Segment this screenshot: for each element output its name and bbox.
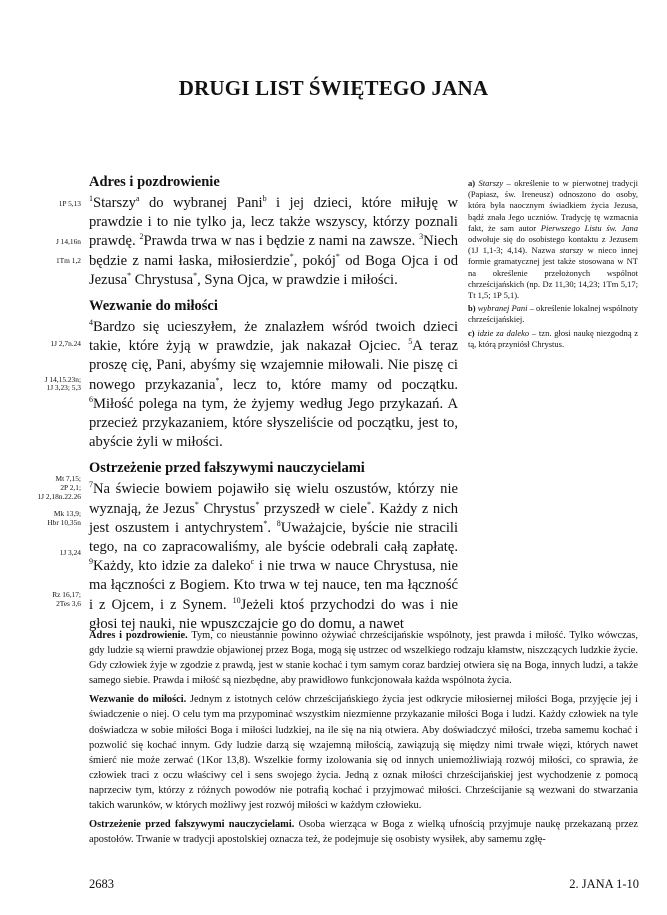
verse-number: 8: [276, 518, 281, 528]
commentary-paragraph: Adres i pozdrowienie. Tym, co nieustannie powinno ożywiać chrześcijańskie wspólnoty, jest prawda i miłość. Tylko wówczas, gdy ludzie są wierni prawdzie objawionej przez Boga, mogą się ustrzec od wszelkiego rodzaju kłamstw, niszczących ludzkie życie. Gdy człowiek żyje w zgodzie z prawdą, jest w stanie kochać i tym samym coraz bardziej otwiera się na Boga, innych ludzi, a także samego siebie. Prawda i miłość są niezbędne, aby prawidłowo funkcjonowała każda wspólnota życia.: [89, 630, 638, 687]
glossary-marker: *: [193, 270, 198, 280]
paragraph-ostrzezenie: $^7$Na świecie bowiem pojawiło się wielu oszustów, którzy nie wyznają, że Jezus* Chrystus* przyszedł w ciele*. Każdy z nich jest oszustem i antychrystem*. $^8$Uważajcie, byście nie stracili tego, na co zapracowaliśmy, ale byście odebrali całą zapłatę. $^9$Każdy, kto idzie za daleko$^c$ i nie trwa w nauce Chrystusa, nie ma łączności z Bogiem. Kto trwa w tej nauce, ten ma łączność i z Ojcem, i z Synem. $^{10}$Jeżeli ktoś przychodzi do was i nie głosi tej nauki, nie wpuszczajcie go do domu, a nawet: [89, 480, 459, 632]
margin-ref: 1J 3,23; 5,3: [46, 383, 81, 392]
paragraph-adres: $^1$Starszy$^a$ do wybranej Pani$^b$ i jej dzieci, które miłuję w prawdzie i to nie tylko ja, lecz także wszyscy, którzy poznali prawdę. $^2$Prawda trwa w nas i będzie z nami na zawsze. $^3$Niech będzie z nami łaska, miłosierdzie*, pokój* od Boga Ojca i od Jezusa* Chrystusa*, Syna Ojca, w prawdzie i miłości.: [89, 194, 458, 288]
margin-ref: Mt 7,15;: [55, 474, 81, 483]
margin-ref: 1J 3,24: [59, 548, 81, 557]
note-a: a) Starszy – określenie to w pierwotnej tradycji (Papiasz, św. Ireneusz) odnoszono do osoby, która była naocznym świadkiem życia Jezusa, bądź znała Jego uczniów. Tradycję tę wzmacnia fakt, że sam autor Pierwszego Listu św. Jana odwołuje się do osobistego kontaktu z Jezusem (1J 1,1-3; 4,14). Nazwa starszy w nieco innej formie gramatycznej jest także stosowana w NT na określenie przełożonych wspólnot chrześcijańskich (np. Dz 11,30; 14,23; 1Tm 5,17; Tt 1,5; 1P 5,1).: [468, 178, 639, 301]
margin-ref: J 14,15.23n;: [44, 375, 81, 384]
running-head: 2. JANA 1-10: [569, 877, 639, 891]
glossary-marker: *: [289, 251, 294, 261]
footnote-marker[interactable]: a: [135, 194, 140, 204]
page-number: 2683: [89, 877, 114, 891]
verse-number: 9: [89, 557, 93, 567]
margin-ref: Mk 13,9;: [53, 509, 81, 518]
page-title: DRUGI LIST ŚWIĘTEGO JANA: [178, 76, 489, 100]
margin-ref: 1J 2,18n.22.26: [37, 492, 81, 501]
glossary-marker: *: [367, 499, 372, 509]
verse-number: 10: [232, 595, 241, 605]
glossary-marker: *: [215, 375, 220, 385]
paragraph-wezwanie: $^4$Bardzo się ucieszyłem, że znalazłem wśród twoich dzieci takie, które żyją w prawdzie, jak nakazał Ojciec. $^5$A teraz proszę cię, Pani, abyśmy się wzajemnie miłowali. Nie piszę ci nowego przykazania*, lecz to, które mamy od początku. $^6$Miłość polega na tym, że żyjemy według Jego przykazań. A przecież przykazaniem, które słyszeliście od początku, jest to, abyście żyli w miłości.: [89, 318, 459, 451]
glossary-marker: *: [127, 270, 132, 280]
glossary-marker: *: [335, 251, 340, 261]
verse-number: 4: [89, 318, 93, 328]
main-text: [89, 170, 458, 634]
note-c: c) idzie za daleko – tzn. głosi naukę niezgodną z tą, którą przyniósł Chrystus.: [468, 327, 639, 349]
verse-number: 3: [419, 232, 424, 242]
margin-ref: 2Tes 3,6: [56, 599, 81, 608]
footnote-marker[interactable]: c: [250, 557, 255, 567]
verse-number: 2: [139, 232, 144, 242]
verse-number: 5: [408, 337, 413, 347]
margin-ref: J 14,16n: [55, 237, 81, 246]
margin-ref: Hbr 10,35n: [47, 518, 81, 527]
margin-ref: Rz 16,17;: [52, 590, 81, 599]
margin-ref: 1P 5,13: [58, 199, 81, 208]
glossary-marker: *: [194, 499, 199, 509]
verse-number: 1: [89, 194, 93, 204]
section-heading: Wezwanie do miłości: [89, 298, 218, 315]
verse-number: 6: [89, 394, 93, 404]
verse-number: 7: [89, 480, 93, 490]
commentary-paragraph: Wezwanie do miłości. Jednym z istotnych celów chrześcijańskiego życia jest odkrycie miłosiernej miłości Boga, przyjęcie jej i świadczenie o niej. O celu tym ma przypominać wszystkim niezmienne przykazanie miłości Boga i ludzi. Każdy człowiek na tyle doświadcza w sobie miłości Boga i miłości ludzkiej, na ile się na nią otwiera. Aby doświadczyć miłości, trzeba samemu kochać i pozwolić się kochać innym. Gdy ludzie darzą się wzajemną miłością, zawiązują się między nimi trwałe więzi, których nawet śmierć nie może zerwać (1Kor 13,8). Wszelkie formy izolowania się od innych uniemożliwiają rozwój miłości, co sprawia, że człowiek traci z oczu właściwy cel i sens swojego życia. Jedną z oznak miłości chrześcijańskiej jest wychodzenie z pomocą naprzeciw tym, którzy z różnych powodów nie potrafią kochać i przyjmować miłości. Chrześcijanie są wezwani do stwarzania takich warunków, w których możliwy jest rozwój miłości w każdym człowieku.: [89, 694, 639, 812]
margin-ref: 1Tm 1,2: [55, 256, 81, 265]
section-heading: Adres i pozdrowienie: [89, 174, 220, 190]
footnote-marker[interactable]: b: [262, 194, 267, 204]
commentary-paragraph: Ostrzeżenie przed fałszywymi nauczycielami. Osoba wierząca w Boga z wielką ufnością przyjmuje naukę przekazaną przez apostołów. Trwanie w tradycji apostolskiej oznacza też, że podejmuje się osobisty wysiłek, aby samemu zgłę-: [89, 819, 638, 846]
margin-ref: 2P 2,1;: [60, 483, 81, 492]
glossary-marker: *: [263, 518, 268, 528]
section-heading: Ostrzeżenie przed fałszywymi nauczycielami: [89, 460, 365, 477]
glossary-marker: *: [255, 499, 260, 509]
side-notes: [468, 178, 638, 352]
commentary: [89, 628, 638, 851]
margin-ref: 1J 2,7n.24: [50, 339, 81, 348]
note-b: b) wybranej Pani – określenie lokalnej wspólnoty chrześcijańskiej.: [468, 303, 638, 325]
